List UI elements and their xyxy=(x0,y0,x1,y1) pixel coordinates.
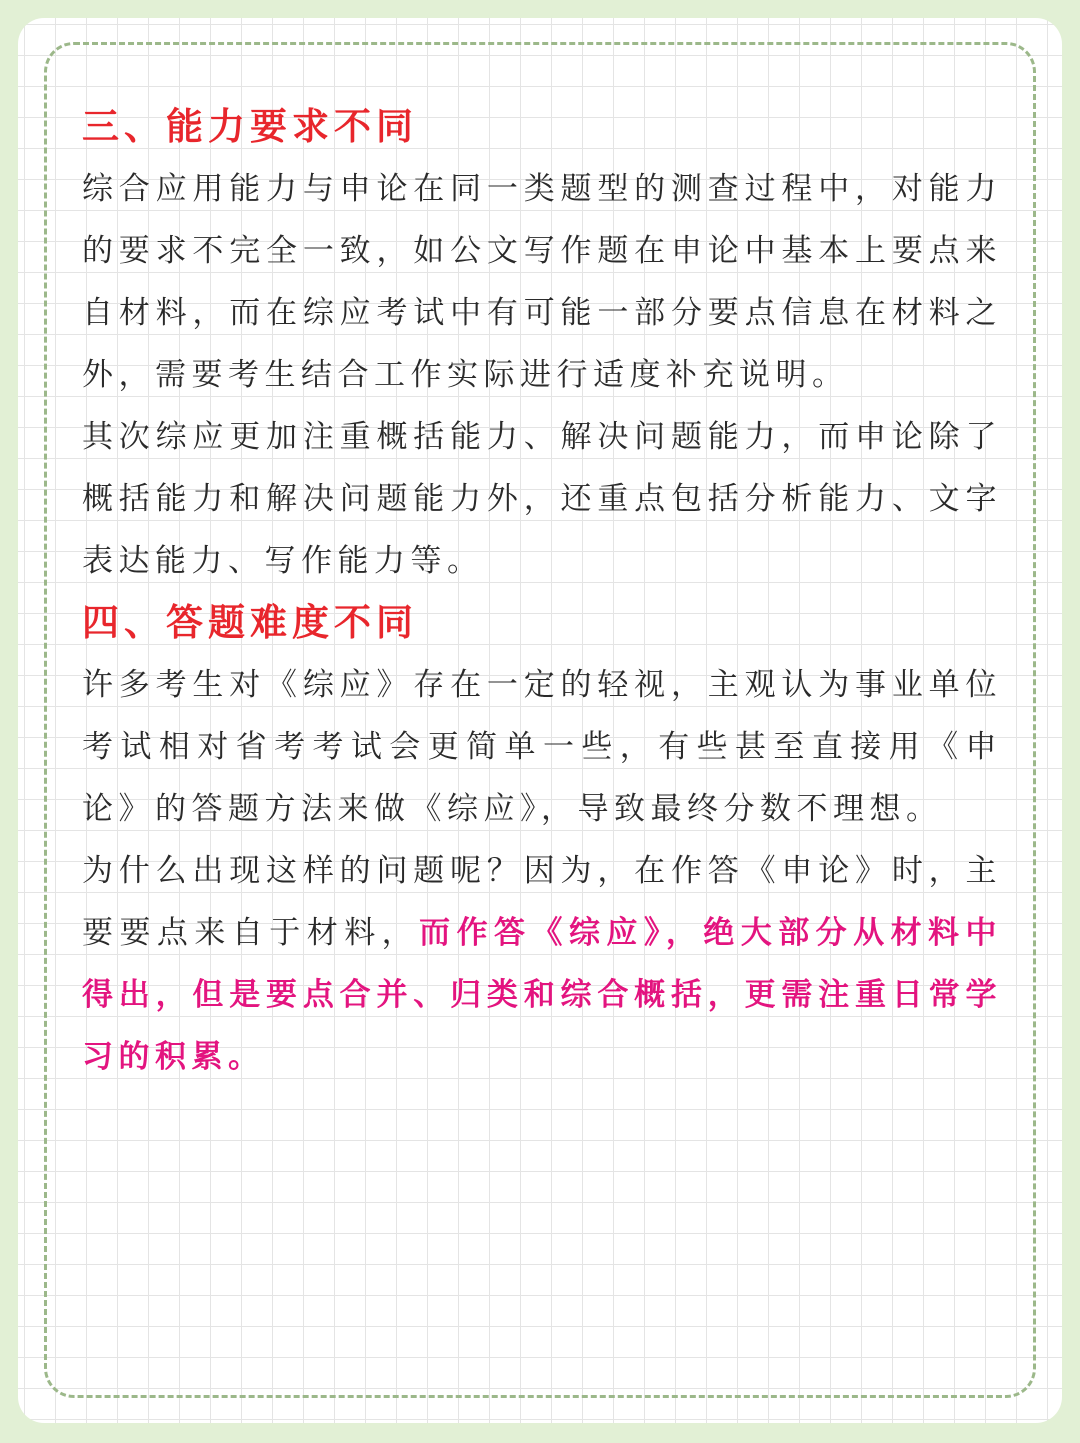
section-4-paragraph-2 xyxy=(82,840,1002,1088)
paragraph-2-plain-text: 为什么出现这样的问题呢？因为，在作答《申论》时，主要要点来自于材料， xyxy=(82,853,1002,951)
highlighted-text: 而作答《综应》，绝大部分从材料中得出，但是要点合并、归类和综合概括，更需注重日常学习的积累。 xyxy=(82,915,1002,1075)
section-3-paragraph-1: 综合应用能力与申论在同一类题型的测查过程中，对能力的要求不完全一致，如公文写作题在申论中基本上要点来自材料，而在综应考试中有可能一部分要点信息在材料之外，需要考生结合工作实际进行适度补充说明。 xyxy=(82,171,1002,393)
article-content xyxy=(82,96,1002,1088)
section-3-paragraph-2: 其次综应更加注重概括能力、解决问题能力，而申论除了概括能力和解决问题能力外，还重点包括分析能力、文字表达能力、写作能力等。 xyxy=(82,419,1002,579)
section-4-heading: 四、答题难度不同 xyxy=(82,601,418,644)
section-4-paragraph-1: 许多考生对《综应》存在一定的轻视，主观认为事业单位考试相对省考考试会更简单一些，有些甚至直接用《申论》的答题方法来做《综应》，导致最终分数不理想。 xyxy=(82,667,1002,827)
section-3-heading: 三、能力要求不同 xyxy=(82,105,418,148)
